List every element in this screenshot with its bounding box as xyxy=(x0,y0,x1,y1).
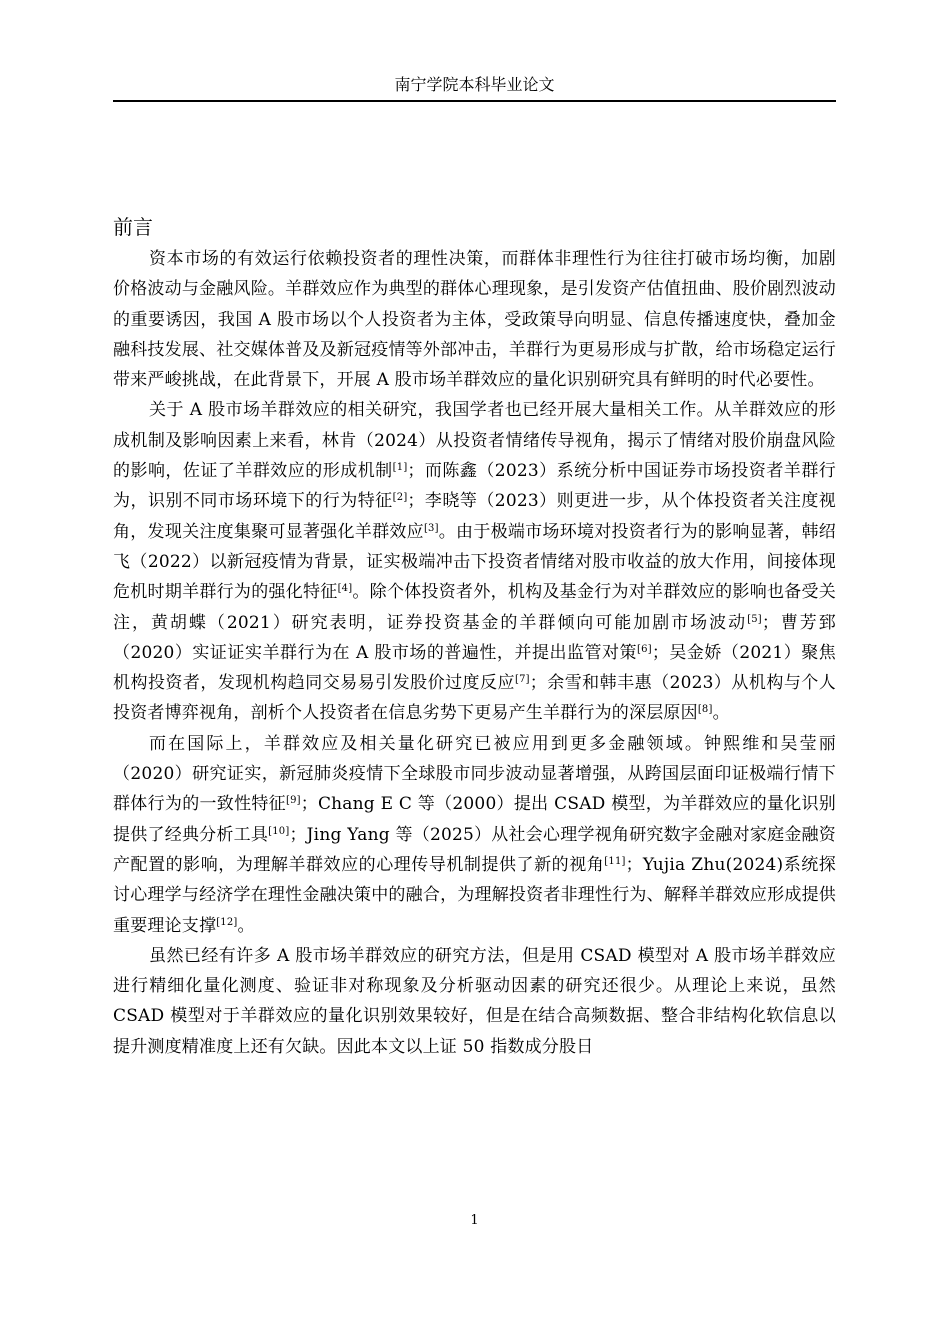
citation-marker: [9] xyxy=(285,795,301,807)
paragraph-4 xyxy=(113,941,836,1062)
citation-marker: [5] xyxy=(747,613,762,625)
body-text xyxy=(113,244,836,1062)
text-run: 。除个体投资者外，机构及基金行为对羊群效应的影响也备受关注，黄胡蝶（2021）研究表明，证券投资基金的羊群倾向可能加剧市场波动 xyxy=(113,582,836,633)
section-heading: 前言 xyxy=(113,215,153,239)
text-run: ；而陈鑫（2023）系统分析中国证券市场投资者羊群行为，识别不同市场环境下的行为特征 xyxy=(113,461,836,512)
citation-marker: [8] xyxy=(697,704,713,716)
text-run: ；余雪和韩丰惠（2023）从机构与个人投资者博弈视角，剖析个人投资者在信息劣势下更易产生羊群行为的深层原因 xyxy=(113,673,836,724)
text-run: 。由于极端市场环境对投资者行为的影响显著，韩绍飞（2022）以新冠疫情为背景，证实极端冲击下投资者情绪对股市收益的放大作用，间接体现危机时期羊群行为的强化特征 xyxy=(113,521,836,603)
text-run: 而在国际上，羊群效应及相关量化研究已被应用到更多金融领域。钟熙维和吴莹丽（2020）研究证实，新冠肺炎疫情下全球股市同步波动显著增强，从跨国层面印证极端行情下群体行为的一致性特征 xyxy=(113,733,836,815)
paragraph-1 xyxy=(113,244,836,395)
text-run: ；Chang E C 等（2000）提出 CSAD 模型，为羊群效应的量化识别提供了经典分析工具 xyxy=(113,794,836,845)
text-run: ；李晓等（2023）则更进一步，从个体投资者关注度视角，发现关注度集聚可显著强化羊群效应 xyxy=(113,491,836,542)
text-run: 资本市场的有效运行依赖投资者的理性决策，而群体非理性行为往往打破市场均衡，加剧价格波动与金融风险。羊群效应作为典型的群体心理现象，是引发资产估值扭曲、股价剧烈波动的重要诱因，我国 A 股市场以个人投资者为主体，受政策导向明显、信息传播速度快，叠加金融科技发展、社交媒体普及及新冠疫情等外部冲击，羊群行为更易形成与扩散，给市场稳定运行带来严峻挑战，在此背景下，开展 A 股市场羊群效应的量化识别研究具有鲜明的时代必要性。 xyxy=(113,249,836,391)
citation-marker: [1] xyxy=(392,462,408,474)
paragraph-3 xyxy=(113,729,836,941)
citation-marker: [10] xyxy=(268,825,290,837)
page-number: 1 xyxy=(470,1213,479,1228)
text-run: 。 xyxy=(712,703,730,724)
text-run: ；Jing Yang 等（2025）从社会心理学视角研究数字金融对家庭金融资产配置的影响，为理解羊群效应的心理传导机制提供了新的视角 xyxy=(113,824,836,875)
header-rule xyxy=(113,100,836,102)
paragraph-2 xyxy=(113,395,836,728)
citation-marker: [3] xyxy=(423,522,439,534)
text-run: 虽然已经有许多 A 股市场羊群效应的研究方法，但是用 CSAD 模型对 A 股市场羊群效应进行精细化量化测度、验证非对称现象及分析驱动因素的研究还很少。从理论上来说，虽然 CSAD 模型对于羊群效应的量化识别效果较好，但是在结合高频数据、整合非结构化软信息以提升测度精准度上还有欠缺。因此本文以上证 50 指数成分股日 xyxy=(113,945,836,1057)
citation-marker: [6] xyxy=(637,643,652,655)
text-run: 关于 A 股市场羊群效应的相关研究，我国学者也已经开展大量相关工作。从羊群效应的形成机制及影响因素上来看，林肯（2024）从投资者情绪传导视角，揭示了情绪对股价崩盘风险的影响，佐证了羊群效应的形成机制 xyxy=(113,400,836,482)
citation-marker: [2] xyxy=(392,492,408,504)
citation-marker: [11] xyxy=(604,855,626,867)
text-run: 。 xyxy=(237,915,255,936)
text-run: ；Yujia Zhu(2024)系统探讨心理学与经济学在理性金融决策中的融合，为理解投资者非理性行为、解释羊群效应形成提供重要理论支撑 xyxy=(113,854,836,936)
running-header: 南宁学院本科毕业论文 xyxy=(394,75,555,94)
text-run: ；吴金娇（2021）聚焦机构投资者，发现机构趋同交易易引发股价过度反应 xyxy=(113,642,836,694)
citation-marker: [12] xyxy=(216,916,238,928)
text-run: ；曹芳郅（2020）实证证实羊群行为在 A 股市场的普遍性，并提出监管对策 xyxy=(113,612,836,663)
citation-marker: [4] xyxy=(337,583,353,595)
citation-marker: [7] xyxy=(514,674,530,686)
